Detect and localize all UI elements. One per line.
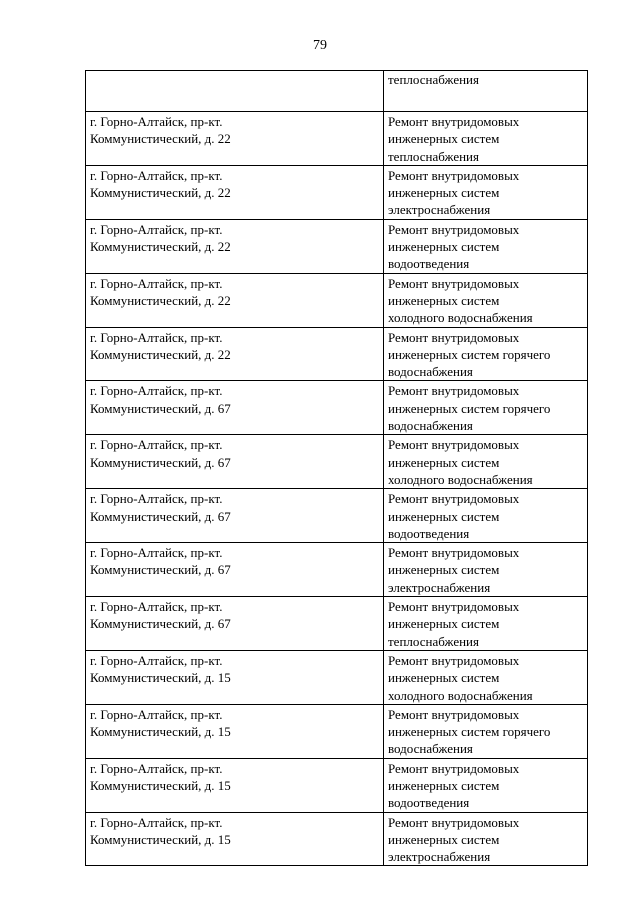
work-cell [384,273,588,327]
address-line: Коммунистический, д. 15 [90,831,231,847]
address-line: г. Горно-Алтайск, пр-кт. [90,275,223,291]
address-cell [86,435,384,489]
work-cell [384,112,588,166]
table-row-continuation [86,71,588,112]
work-line: водоснабжения [388,418,473,434]
work-line: электроснабжения [388,202,491,218]
work-cell [384,812,588,866]
work-line: инженерных систем [388,292,500,308]
work-cell [384,219,588,273]
work-line: водоотведения [388,795,470,811]
address-line: Коммунистический, д. 67 [90,616,231,632]
address-line: г. Горно-Алтайск, пр-кт. [90,652,223,668]
address-line: Коммунистический, д. 22 [90,239,231,255]
work-line: Ремонт внутридомовых [388,167,520,183]
address-line: г. Горно-Алтайск, пр-кт. [90,329,223,345]
address-cell [86,219,384,273]
table-row [86,758,588,812]
address-cell [86,327,384,381]
address-cell [86,71,384,112]
work-line: инженерных систем горячего [388,346,551,362]
work-line: Ремонт внутридомовых [388,814,520,830]
work-line: водоснабжения [388,741,473,757]
work-line: холодного водоснабжения [388,471,533,487]
work-line: инженерных систем горячего [388,400,551,416]
address-cell [86,273,384,327]
address-work-table [85,70,588,866]
address-line: Коммунистический, д. 15 [90,777,231,793]
address-cell [86,489,384,543]
work-line: холодного водоснабжения [388,687,533,703]
work-cell [384,435,588,489]
table-row [86,112,588,166]
table-row [86,704,588,758]
work-line: Ремонт внутридомовых [388,329,520,345]
address-cell [86,165,384,219]
work-line: инженерных систем [388,562,500,578]
work-cell [384,165,588,219]
table-row [86,489,588,543]
address-cell [86,381,384,435]
address-line: Коммунистический, д. 22 [90,131,231,147]
work-line: инженерных систем [388,670,500,686]
work-line: инженерных систем [388,831,500,847]
work-line: холодного водоснабжения [388,310,533,326]
address-line: Коммунистический, д. 67 [90,508,231,524]
address-line: г. Горно-Алтайск, пр-кт. [90,814,223,830]
work-line: инженерных систем горячего [388,724,551,740]
work-cell [384,327,588,381]
work-cell [384,543,588,597]
page-number: 79 [313,38,327,53]
work-line: инженерных систем [388,777,500,793]
work-line: Ремонт внутридомовых [388,545,520,561]
table-body [86,71,588,866]
work-line: Ремонт внутридомовых [388,114,520,129]
work-line: теплоснабжения [388,72,479,87]
address-line: г. Горно-Алтайск, пр-кт. [90,599,223,615]
address-line: Коммунистический, д. 15 [90,724,231,740]
work-line: Ремонт внутридомовых [388,706,520,722]
work-line: Ремонт внутридомовых [388,221,520,237]
work-line: Ремонт внутридомовых [388,383,520,399]
work-line: Ремонт внутридомовых [388,275,520,291]
work-cell [384,704,588,758]
work-line: электроснабжения [388,579,491,595]
work-line: Ремонт внутридомовых [388,599,520,615]
address-cell [86,812,384,866]
work-line: инженерных систем [388,616,500,632]
address-line: г. Горно-Алтайск, пр-кт. [90,706,223,722]
address-cell [86,758,384,812]
table-row [86,165,588,219]
work-line: водоотведения [388,525,470,541]
table-row [86,219,588,273]
work-cell [384,597,588,651]
address-line: г. Горно-Алтайск, пр-кт. [90,437,223,453]
address-line: Коммунистический, д. 15 [90,670,231,686]
work-line: инженерных систем [388,454,500,470]
work-cell [384,381,588,435]
address-cell [86,112,384,166]
work-line: водоотведения [388,256,470,272]
work-cell [384,71,588,112]
table-row [86,435,588,489]
work-line: электроснабжения [388,849,491,865]
work-line: Ремонт внутридомовых [388,491,520,507]
address-cell [86,704,384,758]
address-cell [86,543,384,597]
work-line: Ремонт внутридомовых [388,437,520,453]
address-line: г. Горно-Алтайск, пр-кт. [90,491,223,507]
address-line: Коммунистический, д. 67 [90,400,231,416]
address-line: г. Горно-Алтайск, пр-кт. [90,167,223,183]
table-row [86,381,588,435]
work-line: Ремонт внутридомовых [388,652,520,668]
address-cell [86,597,384,651]
address-line: Коммунистический, д. 22 [90,292,231,308]
address-line: г. Горно-Алтайск, пр-кт. [90,760,223,776]
table-row [86,273,588,327]
work-line: теплоснабжения [388,148,479,164]
work-line: водоснабжения [388,364,473,380]
address-line: г. Горно-Алтайск, пр-кт. [90,545,223,561]
address-line: Коммунистический, д. 22 [90,346,231,362]
address-line: г. Горно-Алтайск, пр-кт. [90,383,223,399]
work-cell [384,758,588,812]
work-line: инженерных систем [388,508,500,524]
address-line: г. Горно-Алтайск, пр-кт. [90,221,223,237]
address-line: Коммунистический, д. 22 [90,185,231,201]
work-cell [384,650,588,704]
table-row [86,650,588,704]
work-line: инженерных систем [388,185,500,201]
work-line: инженерных систем [388,239,500,255]
address-line: Коммунистический, д. 67 [90,454,231,470]
work-cell [384,489,588,543]
address-line: г. Горно-Алтайск, пр-кт. [90,114,223,129]
table-row [86,812,588,866]
work-line: инженерных систем [388,131,500,147]
work-line: теплоснабжения [388,633,479,649]
table-row [86,327,588,381]
work-line: Ремонт внутридомовых [388,760,520,776]
table-row [86,597,588,651]
address-line: Коммунистический, д. 67 [90,562,231,578]
table-row [86,543,588,597]
address-cell [86,650,384,704]
